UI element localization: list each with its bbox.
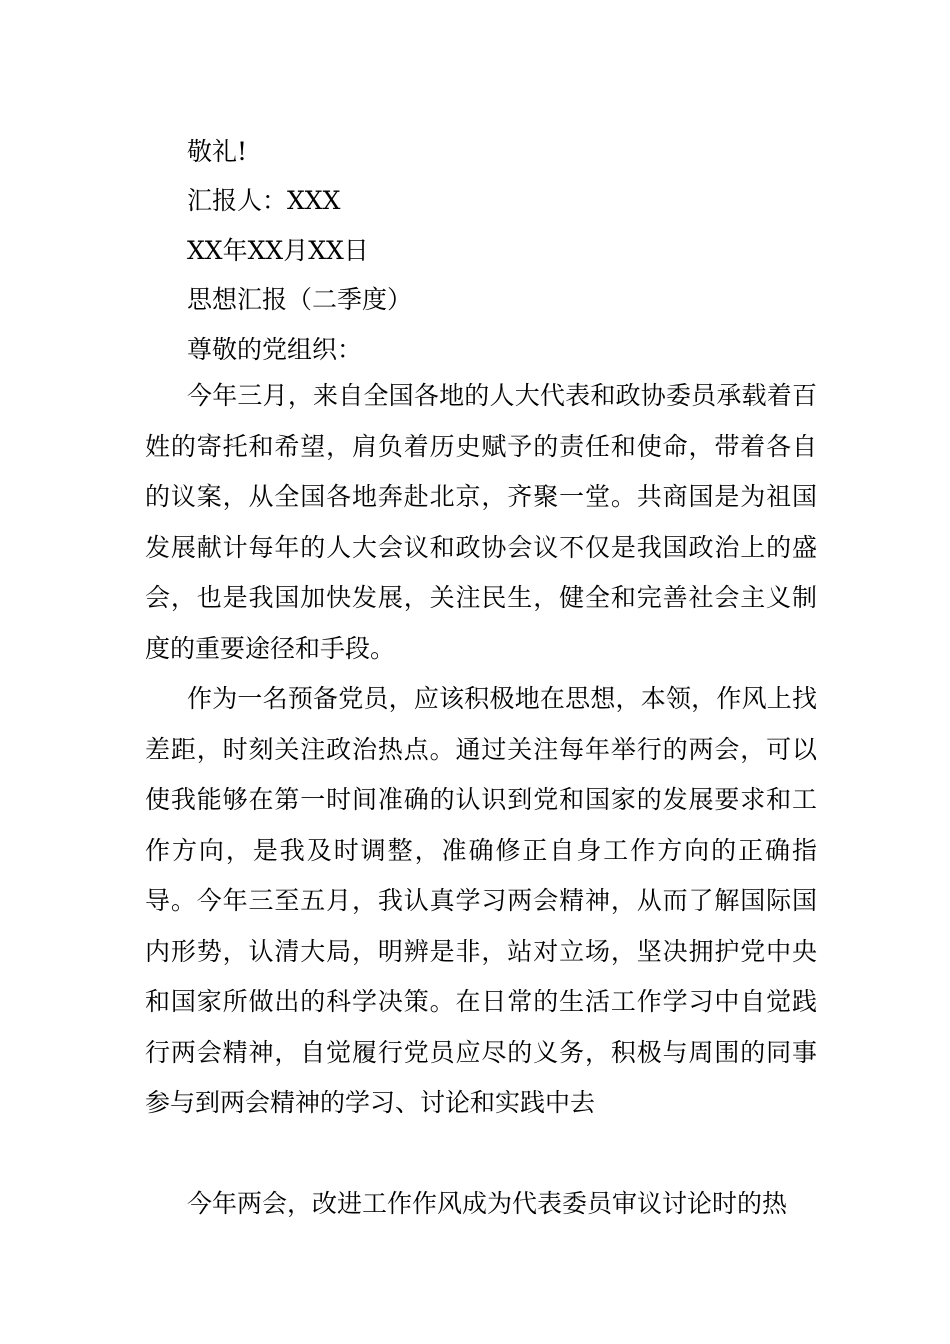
closing-text: 敬礼! [187,137,248,166]
report-title: 思想汇报（二季度） [187,285,413,314]
reporter-line: 汇报人：XXX [187,186,341,215]
salutation: 尊敬的党组织： [187,335,363,364]
body-paragraph-3: 今年两会，改进工作作风成为代表委员审议讨论时的热 [187,1189,788,1218]
body-paragraph-1: 今年三月，来自全国各地的人大代表和政协委员承载着百姓的寄托和希望，肩负着历史赋予的责任和使命，带着各自的议案，从全国各地奔赴北京，齐聚一堂。共商国是为祖国发展献计每年的人大会议和政协会议不仅是我国政治上的盛会，也是我国加快发展，关注民生，健全和完善社会主义制度的重要途径和手段。 [145,381,817,663]
date-line: XX年XX月XX日 [187,236,369,265]
body-paragraph-2: 作为一名预备党员，应该积极地在思想，本领，作风上找差距，时刻关注政治热点。通过关注每年举行的两会，可以使我能够在第一时间准确的认识到党和国家的发展要求和工作方向，是我及时调整，准确修正自身工作方向的正确指导。今年三至五月，我认真学习两会精神，从而了解国际国内形势，认清大局，明辨是非，站对立场，坚决拥护党中央和国家所做出的科学决策。在日常的生活工作学习中自觉践行两会精神，自觉履行党员应尽的义务，积极与周围的同事参与到两会精神的学习、讨论和实践中去 [145,684,817,1117]
